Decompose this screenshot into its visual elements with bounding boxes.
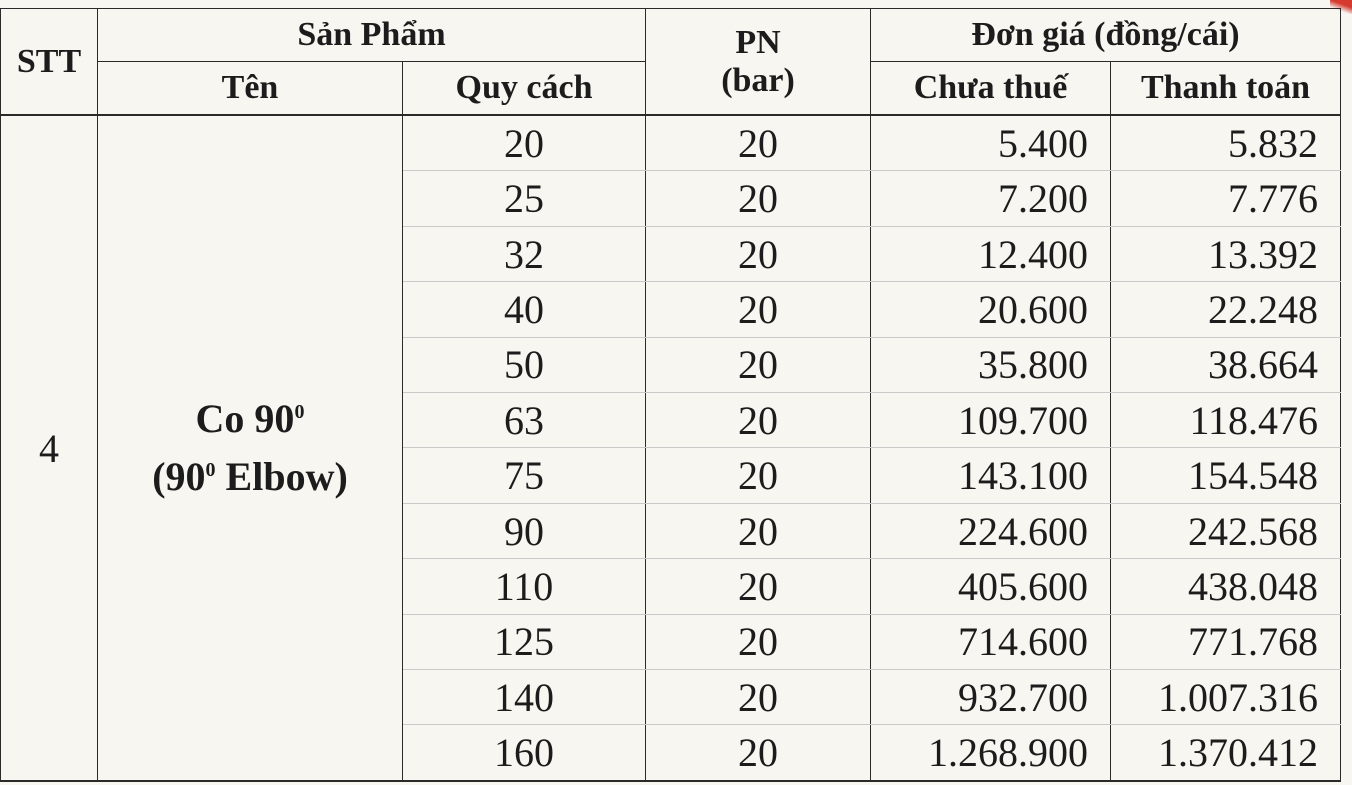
payment-cell: 13.392 — [1111, 226, 1341, 281]
spec-cell: 110 — [403, 559, 646, 614]
pn-cell: 20 — [646, 393, 871, 448]
spec-cell: 50 — [403, 337, 646, 392]
stt-header: STT — [1, 9, 98, 116]
product-name-cell — [98, 115, 403, 781]
spec-cell: 63 — [403, 393, 646, 448]
before-tax-cell: 12.400 — [871, 226, 1111, 281]
before-tax-cell: 7.200 — [871, 171, 1111, 226]
payment-cell: 118.476 — [1111, 393, 1341, 448]
pn-cell: 20 — [646, 559, 871, 614]
payment-cell: 38.664 — [1111, 337, 1341, 392]
payment-cell: 1.007.316 — [1111, 670, 1341, 725]
pn-cell: 20 — [646, 171, 871, 226]
product-name-line1: Co $90^0$ — [195, 396, 305, 441]
spec-cell: 90 — [403, 503, 646, 558]
before-tax-cell: 714.600 — [871, 614, 1111, 669]
payment-cell: 22.248 — [1111, 282, 1341, 337]
payment-cell: 7.776 — [1111, 171, 1341, 226]
payment-cell: 438.048 — [1111, 559, 1341, 614]
pn-header — [646, 9, 871, 116]
pn-cell: 20 — [646, 614, 871, 669]
before-tax-cell: 932.700 — [871, 670, 1111, 725]
before-tax-cell: 224.600 — [871, 503, 1111, 558]
before-tax-cell: 143.100 — [871, 448, 1111, 503]
pn-header-line1: PN — [735, 23, 781, 61]
spec-cell: 75 — [403, 448, 646, 503]
before-tax-cell: 35.800 — [871, 337, 1111, 392]
table-body — [1, 115, 1341, 781]
price-group-header: Đơn giá (đồng/cái) — [871, 9, 1341, 62]
table-header — [1, 9, 1341, 116]
spec-cell: 125 — [403, 614, 646, 669]
pn-cell: 20 — [646, 448, 871, 503]
pn-cell: 20 — [646, 725, 871, 781]
price-table — [0, 8, 1341, 782]
payment-cell: 242.568 — [1111, 503, 1341, 558]
spec-cell: 160 — [403, 725, 646, 781]
pn-cell: 20 — [646, 337, 871, 392]
pn-cell: 20 — [646, 670, 871, 725]
pn-cell: 20 — [646, 226, 871, 281]
before-tax-cell: 405.600 — [871, 559, 1111, 614]
payment-cell: 5.832 — [1111, 115, 1341, 171]
pn-cell: 20 — [646, 115, 871, 171]
before-tax-cell: 5.400 — [871, 115, 1111, 171]
before-tax-cell: 109.700 — [871, 393, 1111, 448]
name-header: Tên — [98, 62, 403, 116]
before-tax-header: Chưa thuế — [871, 62, 1111, 116]
spec-cell: 140 — [403, 670, 646, 725]
payment-cell: 771.768 — [1111, 614, 1341, 669]
spec-cell: 25 — [403, 171, 646, 226]
stt-cell: 4 — [1, 115, 98, 781]
product-group-header: Sản Phẩm — [98, 9, 646, 62]
product-name-line2: ($90^0$ Elbow) — [152, 454, 348, 499]
pn-header-line2: (bar) — [721, 61, 795, 99]
spec-cell: 40 — [403, 282, 646, 337]
payment-header: Thanh toán — [1111, 62, 1341, 116]
spec-cell: 32 — [403, 226, 646, 281]
spec-cell: 20 — [403, 115, 646, 171]
before-tax-cell: 1.268.900 — [871, 725, 1111, 781]
payment-cell: 154.548 — [1111, 448, 1341, 503]
pn-cell: 20 — [646, 503, 871, 558]
pn-cell: 20 — [646, 282, 871, 337]
spec-header: Quy cách — [403, 62, 646, 116]
before-tax-cell: 20.600 — [871, 282, 1111, 337]
payment-cell: 1.370.412 — [1111, 725, 1341, 781]
table-row — [1, 115, 1341, 171]
